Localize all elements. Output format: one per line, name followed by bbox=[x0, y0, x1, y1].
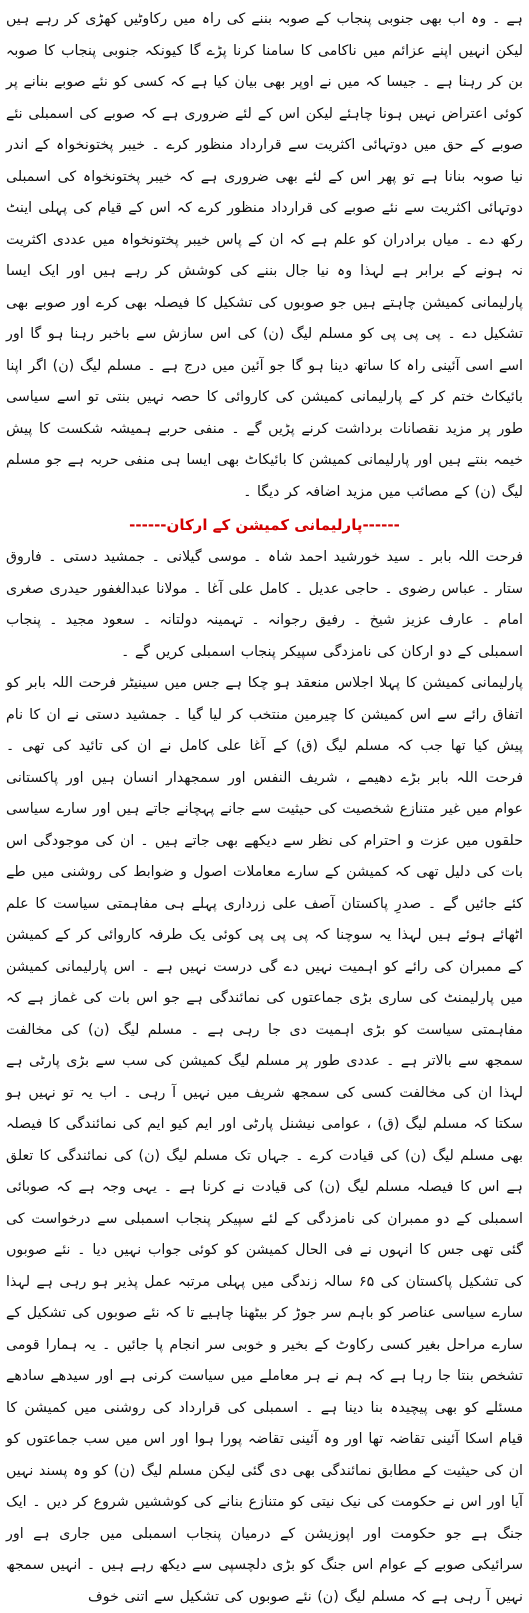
article-paragraph-first-session: پارلیمانی کمیشن کا پہلا اجلاس منعقد ہو چکا ہے جس میں سینیٹر فرحت اللہ بابر کو اتفاق رائے سے اس کمیشن کا چیرمین منتخب کر لیا گیا ۔ جمشید دستی نے ان کا نام پیش کیا تھا جب کہ مسلم لیگ (ق) کے آغا علی کامل نے ان کی تائید کی تھی ۔ فرحت اللہ بابر بڑے دھیمے ، شریف النفس اور سمجھدار انسان ہیں اور پاکستانی عوام میں غیر متنازع شخصیت کی حیثیت سے جانے پہچانے جاتے ہیں اور سارے سیاسی حلقوں میں عزت و احترام کی نظر سے دیکھے بھی جاتے ہیں ۔ ان کی موجودگی اس بات کی دلیل تھی کہ کمیشن کے سارے معاملات اصول و ضوابط کی روشنی میں طے کئے جائیں گے ۔ صدرِ پاکستان آصف علی زرداری پہلے ہی مفاہمتی سیاست کا علم اٹھائے ہوئے ہیں لہذا یہ سوچنا کہ پی پی پی کوئی یک طرفہ کاروائی کر کے کمیشن کے ممبران کی رائے کو اہمیت نہیں دے گی درست نہیں ہے ۔ اس پارلیمانی کمیشن میں پارلیمنٹ کی ساری بڑی جماعتوں کی نمائندگی ہے جو اس بات کی غماز ہے کہ مفاہمتی سیاست کو بڑی اہمیت دی جا رہی ہے ۔ مسلم لیگ (ن) کی مخالفت سمجھ سے بالاتر ہے ۔ عددی طور پر مسلم لیگ کمیشن کی سب سے بڑی پارٹی ہے لہذا ان کی مخالفت کسی کی سمجھ شریف میں نہیں آ رہی ۔ اب یہ تو نہیں ہو سکتا کہ مسلم لیگ (ق) ، عوامی نیشنل پارٹی اور ایم کیو ایم کی نمائندگی کا فیصلہ بھی مسلم لیگ (ن) کی قیادت کرے ۔ جہاں تک مسلم لیگ (ن) کی نمائندگی کا تعلق ہے اس کا فیصلہ مسلم لیگ (ن) کی قیادت نے کرنا ہے ۔ یہی وجہ ہے کہ صوبائی اسمبلی کے دو ممبران کی نامزدگی کے لئے سپیکر پنجاب اسمبلی سے درخواست کی گئی تھی جس کا انہوں نے فی الحال کمیشن کو کوئی جواب نہیں دیا ۔ نئے صوبوں کی تشکیل پاکستان کی ۶۵ سالہ زندگی میں پہلی مرتبہ عمل پذیر ہو رہی ہے لہذا سارے سیاسی عناصر کو باہم سر جوڑ کر بیٹھنا چاہیے تا کہ نئے صوبوں کی تشکیل کے سارے مراحل بغیر کسی رکاوٹ کے بخیر و خوبی سر انجام پا جائیں ۔ یہ ہمارا قومی تشخص بنتا جا رہا ہے کہ ہم نے ہر معاملے میں سیاست کرنی ہے اور سیدھے سادھے مسئلے کو بھی پیچیدہ بنا دینا ہے ۔ اسمبلی کی قرارداد کی روشنی میں کمیشن کا قیام اسکا آئینی تقاضہ تھا اور وہ آئینی تقاضہ پورا ہوا اور اس میں سب جماعتوں کو ان کی حیثیت کے مطابق نمائندگی بھی دی گئی لیکن مسلم لیگ (ن) کو وہ پسند نہیں آیا اور اس نے حکومت کی نیک نیتی کو متنازع بنانے کی کوششیں شروع کر دیں ۔ ایک جنگ ہے جو حکومت اور اپوزیشن کے درمیان پنجاب اسمبلی میں جاری ہے اور سرائیکی صوبے کے عوام اس جنگ کو بڑی دلچسپی سے دیکھ رہے ہیں ۔ انہیں سمجھ نہیں آ رہی ہے کہ مسلم لیگ (ن) نئے صوبوں کی تشکیل سے اتنی خوف bbox=[6, 675, 523, 1605]
article-paragraph-intro: ہے ۔ وہ اب بھی جنوبی پنجاب کے صوبہ بننے کی راہ میں رکاوٹیں کھڑی کر رہے ہیں لیکن انہیں اپنے عزائم میں ناکامی کا سامنا کرنا پڑے گا کیونکہ جنوبی پنجاب کا صوبہ بن کر رہنا ہے ۔ جیسا کہ میں نے اوپر بھی بیان کیا ہے کہ کسی کو نئے صوبے بنانے پر کوئی اعتراض نہیں ہونا چاہئے لیکن اس کے لئے ضروری ہے کہ صوبے کی اسمبلی نئے صوبے کے حق میں دوتہائی اکثریت سے قرارداد منظور کرے ۔ خیبر پختونخواہ کے اندر نیا صوبہ بنانا ہے تو پھر اس کے لئے بھی ضروری ہے کہ خیبر پختونخواہ کی اسمبلی دوتہائی اکثریت سے نئے صوبے کی قرارداد منظور کرے کہ اس کے قیام کی پہلی اینٹ رکھ دے ۔ میاں برادران کو علم ہے کہ ان کے پاس خیبر پختونخواہ میں عددی اکثریت نہ ہونے کے برابر ہے لہذا وہ نیا جال بننے کی کوشش کر رہے ہیں اور ایک ایسا پارلیمانی کمیشن چاہتے ہیں جو صوبوں کی تشکیل کا فیصلہ بھی کرے اور صوبے بھی تشکیل دے ۔ پی پی پی کو مسلم لیگ (ن) کی اس سازش سے باخبر رہنا ہو گا اور اسے اسی آئینی راہ کا ساتھ دینا ہو گا جو آئین میں درج ہے ۔ مسلم لیگ (ن) اگر اپنا بائیکاٹ ختم کر کے پارلیمانی کمیشن کی کاروائی کا حصہ نہیں بنتی تو اسے سیاسی طور پر مزید نقصانات برداشت کرنے پڑیں گے ۔ منفی حربے ہمیشہ شکست کا پیش خیمہ بنتے ہیں اور پارلیمانی کمیشن کا بائیکاٹ بھی ایسا ہی منفی حربہ ہے جو مسلم لیگ (ن) کے مصائب میں مزید اضافہ کر دیگا ۔ bbox=[6, 11, 523, 500]
section-heading-commission-members: ------پارلیمانی کمیشن کے ارکان------ bbox=[129, 516, 400, 534]
article-paragraph-members: فرحت اللہ بابر ۔ سید خورشید احمد شاہ ۔ موسی گیلانی ۔ جمشید دستی ۔ فاروق ستار ۔ عباس رضوی ۔ حاجی عدیل ۔ کامل علی آغا ۔ مولانا عبدالغفور حیدری صغری امام ۔ عارف عزیز شیخ ۔ رفیق رجوانہ ۔ تہمینہ دولتانہ ۔ سعود مجید ۔ پنجاب اسمبلی کے دو ارکان کی نامزدگی سپیکر پنجاب اسمبلی کریں گے ۔ bbox=[6, 549, 523, 660]
